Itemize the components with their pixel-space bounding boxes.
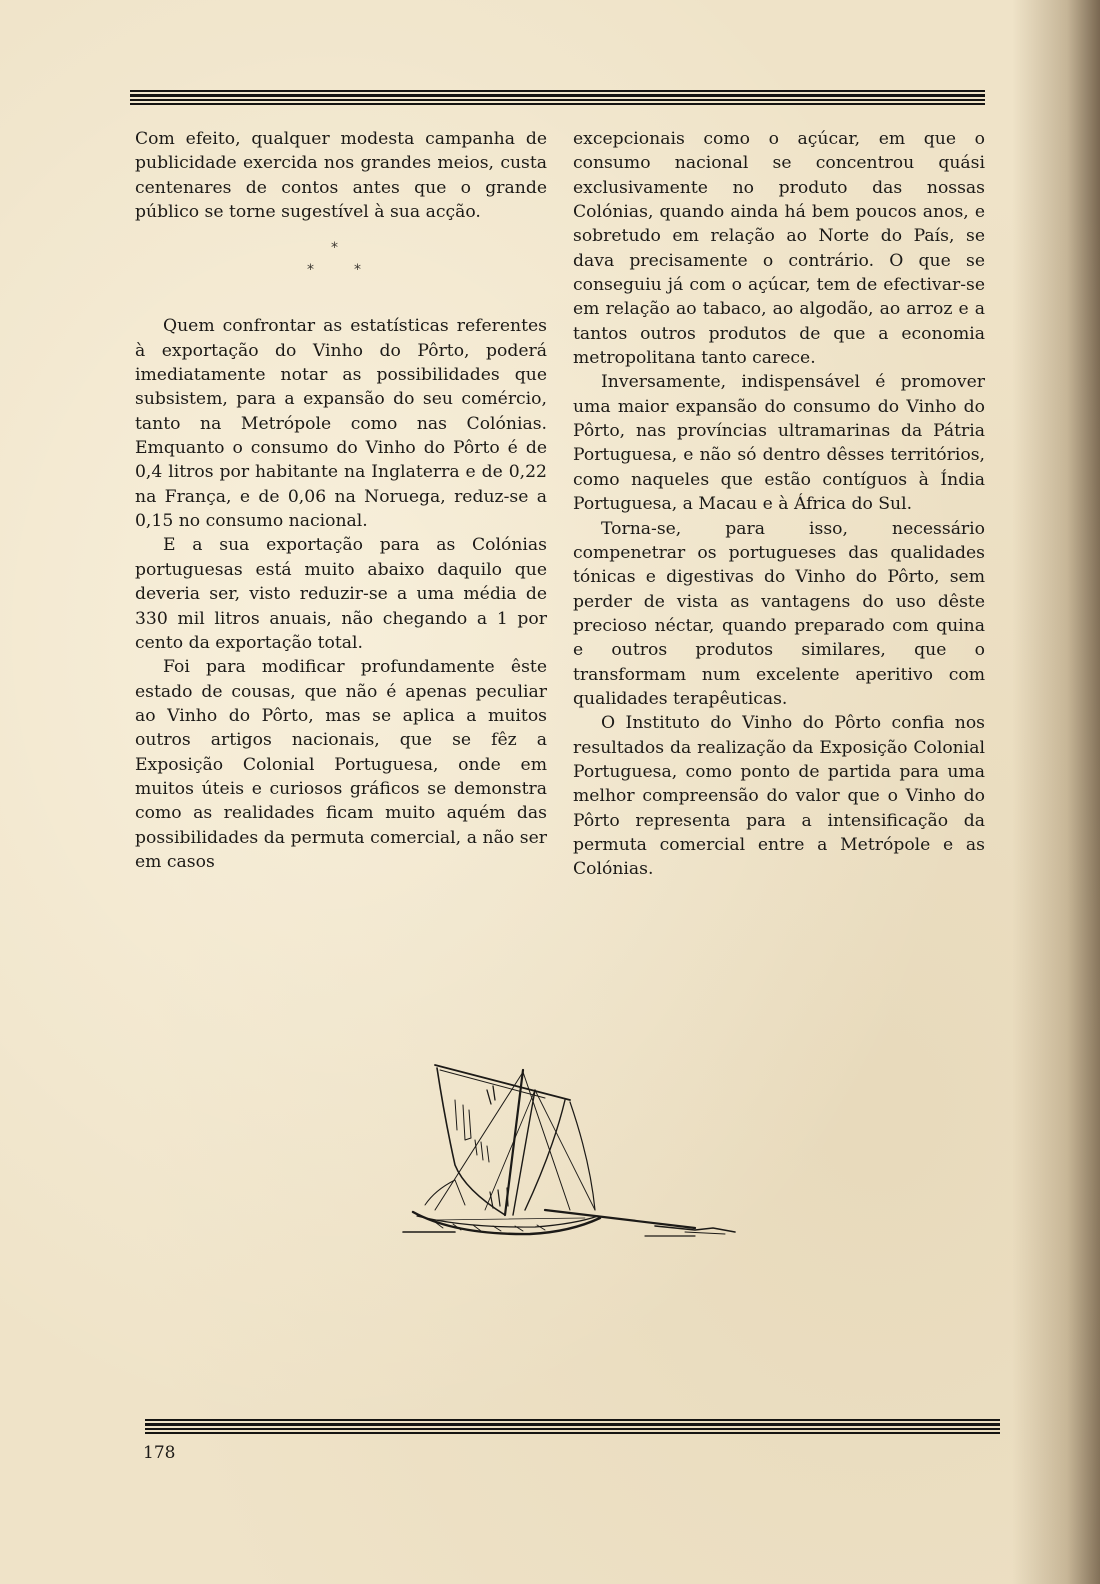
paragraph: Com efeito, qualquer modesta campanha de publicidade exercida nos grandes meios, custa centenares de contos antes que o grande público se torne sugestível à sua acção. bbox=[135, 129, 547, 223]
sailboat-sketch-icon bbox=[395, 1060, 740, 1250]
paragraph: Quem confrontar as estatísticas referentes à exportação do Vinho do Pôrto, poderá imediatamente notar as possibilidades que subsistem, para a expansão do seu comércio, tanto na Metrópole como nas Colónias. Emquanto o consumo do Vinho do Pôrto é de 0,4 litros por habitante na Inglaterra e de 0,22 na França, e de 0,06 na Noruega, reduz-se a 0,15 no consumo nacional. bbox=[135, 316, 547, 532]
paragraph: Foi para modificar profundamente êste estado de cousas, que não é apenas peculiar ao Vinho do Pôrto, mas se aplica a muitos outros artigos nacionais, que se fêz a Exposição Colonial Portuguesa, onde em muitos úteis e curiosos gráficos se demonstra como as realidades ficam muito aquém das possibilidades da permuta comercial, a não ser em casos bbox=[135, 657, 547, 872]
paragraph: excepcionais como o açúcar, em que o consumo nacional se concentrou quási exclusivamente no produto das nossas Colónias, quando ainda há bem poucos anos, e sobretudo em relação ao Norte do País, se dava precisamente o contrário. O que se conseguiu já com o açúcar, tem de efectivar-se em relação ao tabaco, ao algodão, ao arroz e a tantos outros produtos de que a economia metropolitana tanto carece. bbox=[573, 129, 985, 369]
asterisk-icon: * bbox=[307, 262, 314, 279]
paragraph: O Instituto do Vinho do Pôrto confia nos resultados da realização da Exposição Colonial Portuguesa, como ponto de partida para uma melhor compreensão do valor que o Vinho do Pôrto representa para a intensificação da permuta comercial entre a Metrópole e as Colónias. bbox=[573, 713, 985, 880]
left-text-column bbox=[135, 127, 547, 874]
asterisk-icon: * bbox=[331, 240, 338, 257]
paragraph: Inversamente, indispensável é promover uma maior expansão do consumo do Vinho do Pôrto, nas províncias ultramarinas da Pátria Portuguesa, e não só dentro dêsses territórios, como naqueles que estão contíguos à Índia Portuguesa, a Macau e à África do Sul. bbox=[573, 372, 985, 515]
page-number: 178 bbox=[143, 1443, 176, 1463]
right-text-column bbox=[573, 127, 985, 882]
asterisk-icon: * bbox=[354, 262, 361, 279]
section-break-asterism bbox=[135, 234, 547, 308]
paragraph: Torna-se, para isso, necessário compenetrar os portugueses das qualidades tónicas e digestivas do Vinho do Pôrto, sem perder de vista as vantagens do uso dêste precioso néctar, quando preparado com quina e outros produtos similares, que o transformam num excelente aperitivo com qualidades terapêuticas. bbox=[573, 518, 985, 709]
bottom-decorative-rule bbox=[145, 1419, 1000, 1435]
top-decorative-rule bbox=[130, 90, 985, 106]
paragraph: E a sua exportação para as Colónias portuguesas está muito abaixo daquilo que deveria ser, visto reduzir-se a uma média de 330 mil litros anuais, não chegando a 1 por cento da exportação total. bbox=[135, 535, 547, 653]
